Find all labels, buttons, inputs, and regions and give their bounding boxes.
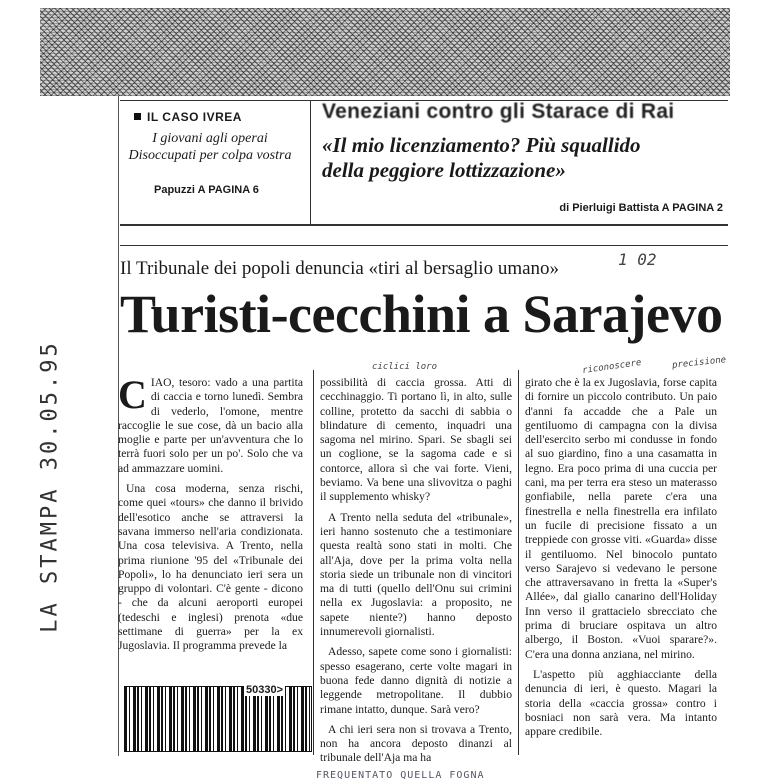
column-divider-1 [313,370,314,755]
barcode-number: 50330> [246,684,284,696]
handwritten-footer: FREQUENTATO QUELLA FOGNA [316,770,485,781]
handwritten-date-stamp: LA STAMPA 30.05.95 [37,340,63,633]
right-headline: Veneziani contro gli Starace di Rai [322,100,675,123]
col3-paragraph-2: L'aspetto più agghiacciante della denuncia di ieri, è questo. Magari la storia della «caccia grossa» contro i bosniaci non sarà vera. Ma intanto appare credibile. [525,667,717,739]
article-top-rule [120,245,728,246]
col2-paragraph-1: possibilità di caccia grossa. Atti di cecchinaggio. Ti portano lì, in alto, sulle colline, protetto da sacchi di sabbia o blindature di cemento, inquadri una sagoma nel mirino. Spari. Se sbagli sei un coglione, se la sagoma cade e si contorce, allora sì che vai forte. Vieni, beviamo. Va bene una slivovitza o paghi il supplemento whisky? [320,376,512,504]
section-tag: IL CASO IVREA [134,110,242,124]
quote-line-2: della peggiore lottizzazione» [322,158,566,182]
article-column-2 [320,376,512,772]
handwritten-note-3: precisione [671,355,727,371]
section-rule [120,224,728,226]
col1-paragraph-1: IAO, tesoro: vado a una partita di caccia e torno lunedì. Sembra di vederlo, l'omone, mentre raccoglie le sue cose, dà un bacio alla moglie e parte per un'avventura che lo terrà fuori solo per un po'. Solo che va ad ammazzare uomini. [118,376,303,475]
article-kicker: Il Tribunale dei popoli denuncia «tiri al bersaglio umano» [120,258,560,279]
col2-paragraph-3: Adesso, sapete come sono i giornalisti: spesso esagerano, certe volte magari in buona fede danno dignità di notizie a leggende metropolitane. Il dubbio rimane intatto, dunque. Sarà vero? [320,645,512,716]
handwritten-note-1: ciclici loro [372,362,438,372]
col2-paragraph-4: A chi ieri sera non si trovava a Trento, non ha ancora deposto dinanzi al tribunale dell'Aja ma ha [320,722,512,765]
handwritten-page-mark: 1 02 [618,250,657,269]
article-column-1 [118,372,303,660]
quote-line-1: «Il mio licenziamento? Più squallido [322,133,641,157]
col3-paragraph-1: girato che è la ex Jugoslavia, forse capita di fornire un piccolo contributo. Un paio d'anni fa accadde che a Pale un gentiluomo di campagna con la divisa dell'esercito serbo mi condusse in fondo al suo giardino, fino a una casamatta in legno. Era poco prima di una cuccia per cani, ma per terra era steso un materasso gonfiabile, nella parete c'era una finestrella e nella finestrella era infilato un fucile di precisione fissato a un treppiede con grosse viti. «Guarda» disse il gentiluomo. Nel binocolo puntato verso Sarajevo si vedevano le persone che attraversavano in fretta la «Super's Allée», dal giallo canarino dell'Holiday Inn verso il grattacielo sbrecciato che prima di bruciare ospitava un altro albergo, il Boston. «Vuoi sparare?». C'era una donna anziana, nel mirino. [525,376,717,661]
article-column-3 [525,376,717,745]
byline: di Pierluigi Battista A PAGINA 2 [559,202,723,214]
teaser-page-ref: Papuzzi A PAGINA 6 [154,184,259,196]
pull-quote [322,133,722,183]
teaser [120,130,300,164]
teaser-line-2: Disoccupati per colpa vostra [128,148,292,163]
halftone-photo-strip [40,8,730,96]
col2-paragraph-2: A Trento nella seduta del «tribunale», ieri hanno sostenuto che a testimoniare questa realtà sono stati in molti. Che all'Aja, dove per la prima volta nella storia siede un tribunale non di vincitori ma di tutti (quello dell'Onu sui crimini nella ex Jugoslavia: a proposito, ne sapete niente?) hanno deposto innumerevoli giornalisti. [320,510,512,639]
col1-paragraph-2: Una cosa moderna, senza rischi, come quei «tours» che danno il brivido dell'esotico anche se attraversi la savana immerso nell'aria condizionata. Una cosa televisiva. A Trento, nella prima riunione '95 del «Tribunale dei Popoli», lo ha denunciato ieri sera un gruppo di volontari. C'è gente - dicono - che da alcuni aeroporti europei (tedeschi e inglesi) prenota «due settimane di guerra» per la ex Jugoslavia. Il programma prevede la [118,482,303,653]
handwritten-note-2: riconoscere [581,357,643,377]
column-divider-2 [518,370,519,755]
article-title: Turisti-cecchini a Sarajevo [120,284,723,344]
drop-cap: C [118,372,147,417]
column-divider-top [310,100,311,225]
teaser-line-1: I giovani agli operai [152,131,268,146]
